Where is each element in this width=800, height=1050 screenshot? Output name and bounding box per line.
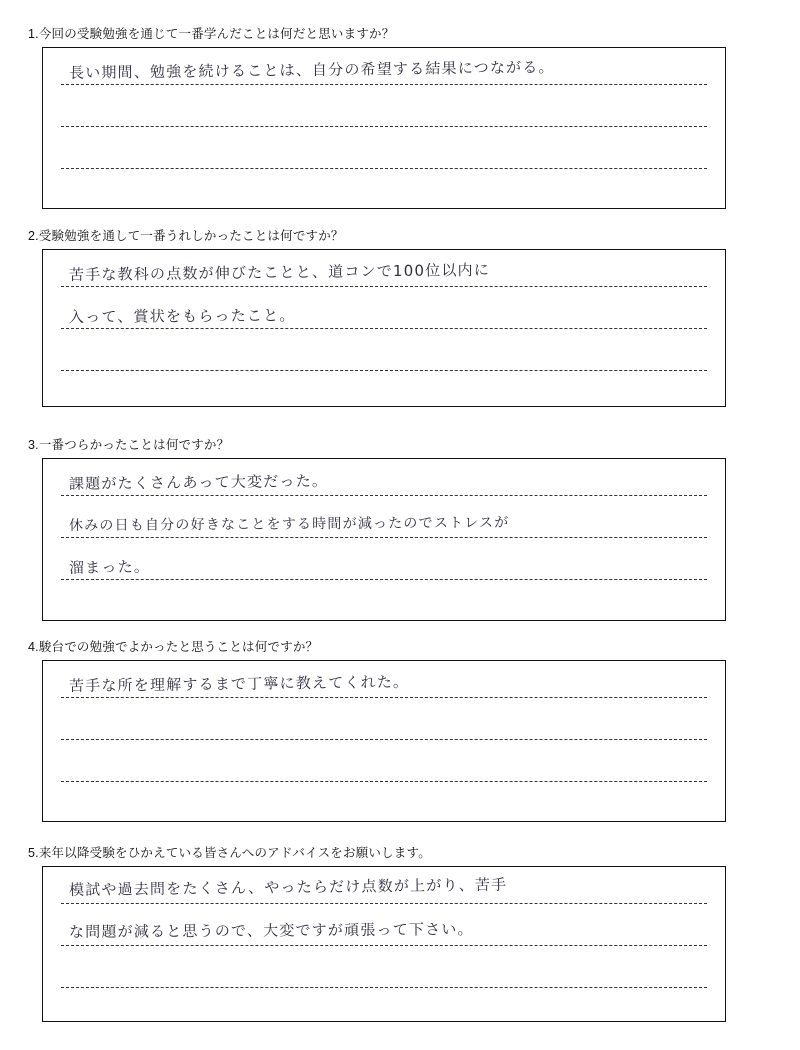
handwriting-line bbox=[69, 713, 713, 717]
rule-line bbox=[61, 579, 707, 580]
rule-line bbox=[61, 739, 707, 740]
rule-line bbox=[61, 370, 707, 371]
question-label-2: 2.受験勉強を通して一番うれしかったことは何ですか？ bbox=[28, 229, 344, 243]
question-block-2 bbox=[28, 228, 728, 407]
question-block-1 bbox=[28, 26, 728, 209]
rule-line bbox=[61, 903, 707, 904]
handwriting-line bbox=[69, 142, 713, 146]
answer-box-1[interactable] bbox=[42, 47, 726, 209]
question-block-5 bbox=[28, 845, 728, 1022]
rule-line bbox=[61, 495, 707, 496]
question-label-5: 5.来年以降受験をひかえている皆さんへのアドバイスをお願いします。 bbox=[28, 846, 431, 860]
question-label-4: 4.駿台での勉強でよかったと思うことは何ですか？ bbox=[28, 640, 319, 654]
rule-line bbox=[61, 84, 707, 85]
handwriting-line: 模試や過去問をたくさん、やったらだけ点数が上がり、苦手 bbox=[68, 875, 508, 899]
answer-box-3[interactable] bbox=[42, 458, 726, 621]
rule-line bbox=[61, 126, 707, 127]
rule-line bbox=[61, 781, 707, 782]
answer-box-2[interactable] bbox=[42, 249, 726, 407]
handwriting-line: 長い期間、勉強を続けることは、自分の希望する結果につながる。 bbox=[68, 58, 555, 82]
rule-line bbox=[61, 987, 707, 988]
handwriting-line: 課題がたくさんあって大変だった。 bbox=[68, 471, 329, 493]
rule-line bbox=[61, 168, 707, 169]
rule-line bbox=[61, 697, 707, 698]
handwriting-line bbox=[69, 747, 713, 759]
handwriting-line: 休みの日も自分の好きなことをする時間が減ったのでストレスが bbox=[68, 514, 510, 534]
handwriting-line bbox=[69, 953, 713, 965]
handwriting-line: 苦手な所を理解するまで丁寧に教えてくれた。 bbox=[68, 672, 410, 695]
question-label-1: 1.今回の受験勉強を通じて一番学んだことは何だと思いますか？ bbox=[28, 27, 395, 41]
question-block-4 bbox=[28, 639, 728, 822]
handwriting-line: 溜まった。 bbox=[68, 557, 151, 577]
handwriting-line bbox=[69, 336, 713, 348]
handwriting-line bbox=[69, 92, 713, 104]
question-label-3: 3.一番つらかったことは何ですか？ bbox=[28, 438, 230, 452]
handwriting-line: 入って、賞状をもらったこと。 bbox=[68, 306, 296, 326]
answer-box-4[interactable] bbox=[42, 660, 726, 822]
answer-box-5[interactable] bbox=[42, 866, 726, 1022]
handwriting-line: 苦手な教科の点数が伸びたことと、道コンで100位以内に bbox=[68, 260, 491, 284]
question-block-3 bbox=[28, 437, 728, 621]
rule-line bbox=[61, 945, 707, 946]
rule-line bbox=[61, 286, 707, 287]
rule-line bbox=[61, 537, 707, 538]
rule-line bbox=[61, 328, 707, 329]
handwriting-line: な問題が減ると思うので、大変ですが頑張って下さい。 bbox=[68, 920, 474, 941]
